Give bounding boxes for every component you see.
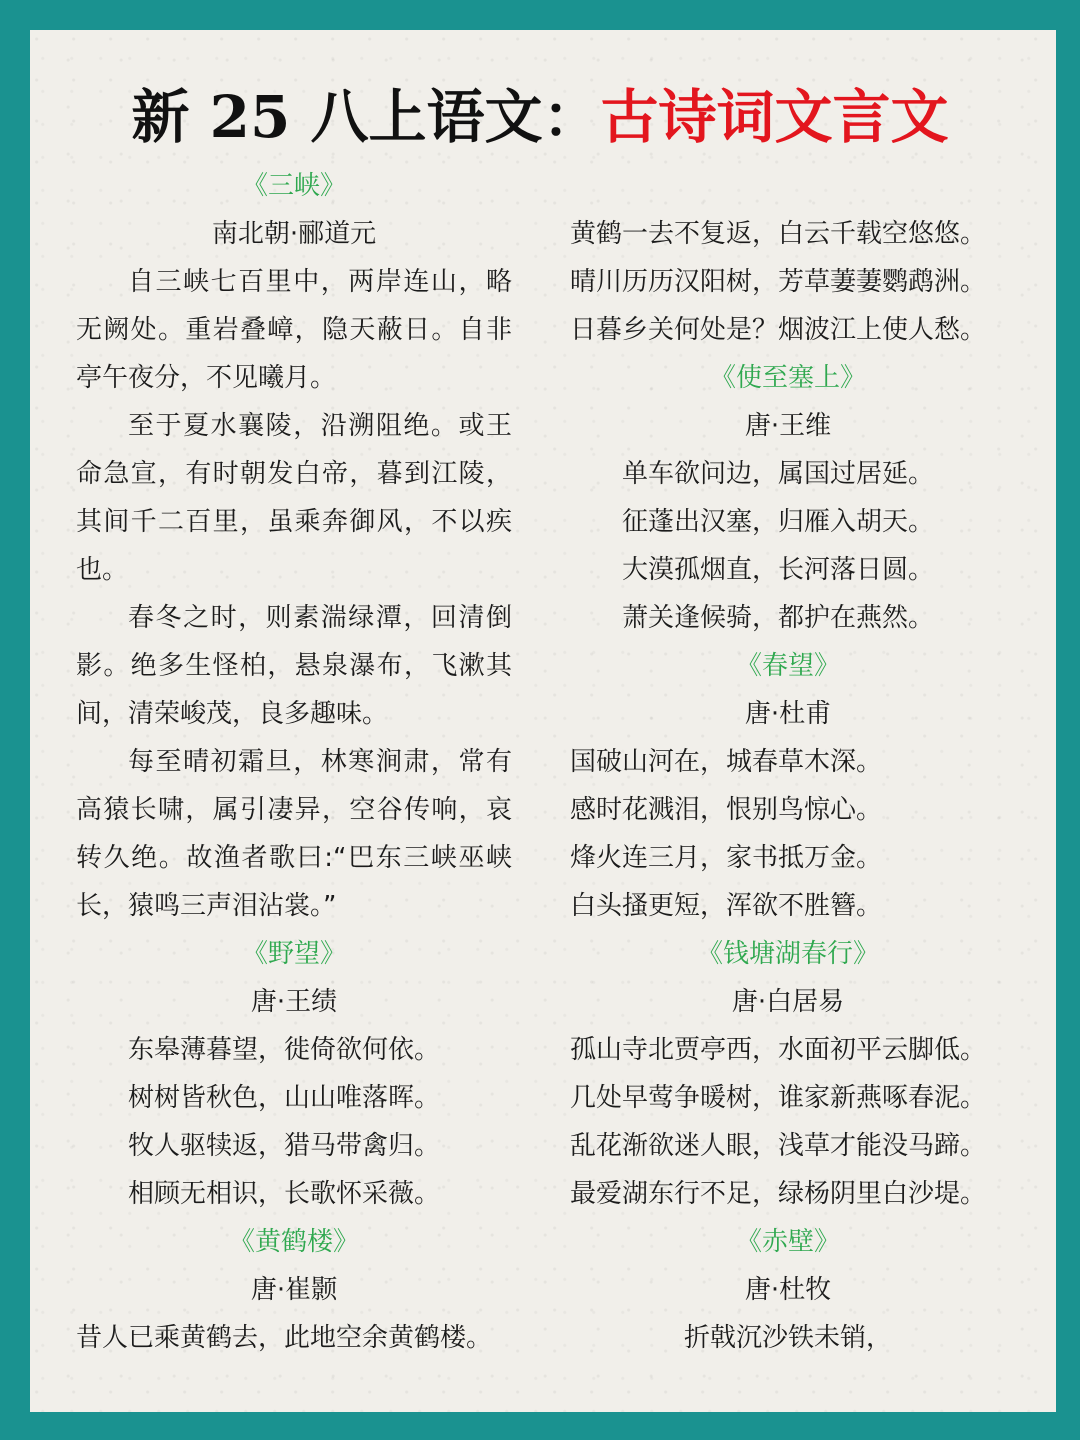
poem-line: 大漠孤烟直，长河落日圆。 [622, 555, 935, 585]
poem-line: 几处早莺争暖树，谁家新燕啄春泥。 [570, 1083, 987, 1113]
right-column [570, 162, 1006, 1362]
poem-line: 感时花溅泪，恨别鸟惊心。 [570, 795, 883, 825]
poem-author: 唐·王维 [744, 411, 832, 441]
prose-paragraph: 至于夏水襄陵，沿溯阻绝。或王命急宣，有时朝发白帝，暮到江陵，其间千二百里，虽乘奔御风，不以疾也。 [76, 411, 512, 585]
left-column [76, 162, 512, 1362]
poem-author: 唐·杜甫 [744, 699, 832, 729]
poem-author: 唐·杜牧 [744, 1275, 832, 1305]
prose-paragraph: 自三峡七百里中，两岸连山，略无阙处。重岩叠嶂，隐天蔽日。自非亭午夜分，不见曦月。 [76, 267, 512, 393]
poem-line: 树树皆秋色，山山唯落晖。 [128, 1083, 441, 1113]
poem-line: 孤山寺北贾亭西，水面初平云脚低。 [570, 1035, 987, 1065]
title-highlight: 古诗词文言文 [600, 83, 949, 151]
poem-title: 《钱塘湖春行》 [696, 939, 879, 969]
poem-line: 日暮乡关何处是？烟波江上使人愁。 [570, 315, 987, 345]
poem-line: 单车欲问边，属国过居延。 [622, 459, 935, 489]
poem-line: 东皋薄暮望，徙倚欲何依。 [128, 1035, 441, 1065]
prose-paragraph: 春冬之时，则素湍绿潭，回清倒影。绝多生怪柏，悬泉瀑布，飞漱其间，清荣峻茂，良多趣味。 [76, 603, 512, 729]
poem-line: 晴川历历汉阳树，芳草萋萋鹦鹉洲。 [570, 267, 987, 297]
poem-author: 唐·崔颢 [250, 1275, 338, 1305]
poem-author: 唐·白居易 [731, 987, 845, 1017]
poem-line: 黄鹤一去不复返，白云千载空悠悠。 [570, 219, 987, 249]
poem-line: 乱花渐欲迷人眼，浅草才能没马蹄。 [570, 1131, 987, 1161]
poem-title: 《野望》 [241, 939, 346, 969]
poem-title: 《春望》 [735, 651, 840, 681]
poem-line: 征蓬出汉塞，归雁入胡天。 [622, 507, 935, 537]
poem-line: 烽火连三月，家书抵万金。 [570, 843, 883, 873]
poem-line: 折戟沉沙铁未销， [683, 1323, 892, 1353]
poem-line: 牧人驱犊返，猎马带禽归。 [128, 1131, 441, 1161]
poem-title: 《三峡》 [241, 171, 346, 201]
poem-title: 《赤壁》 [735, 1227, 840, 1257]
prose-paragraph: 每至晴初霜旦，林寒涧肃，常有高猿长啸，属引凄异，空谷传响，哀转久绝。故渔者歌曰:“巴东三峡巫峡长，猿鸣三声泪沾裳。” [76, 747, 512, 921]
poem-line: 相顾无相识，长歌怀采薇。 [128, 1179, 441, 1209]
poem-author: 南北朝·郦道元 [211, 219, 377, 249]
page-title [0, 82, 1080, 152]
poem-line: 萧关逢候骑，都护在燕然。 [622, 603, 935, 633]
poem-title: 《使至塞上》 [709, 363, 866, 393]
poem-author: 唐·王绩 [250, 987, 338, 1017]
poem-line: 国破山河在，城春草木深。 [570, 747, 883, 777]
poem-line: 昔人已乘黄鹤去，此地空余黄鹤楼。 [76, 1323, 493, 1353]
poem-line: 最爱湖东行不足，绿杨阴里白沙堤。 [570, 1179, 987, 1209]
poem-title: 《黄鹤楼》 [228, 1227, 359, 1257]
title-plain: 新 25 八上语文： [131, 83, 601, 151]
poem-line: 白头搔更短，浑欲不胜簪。 [570, 891, 883, 921]
